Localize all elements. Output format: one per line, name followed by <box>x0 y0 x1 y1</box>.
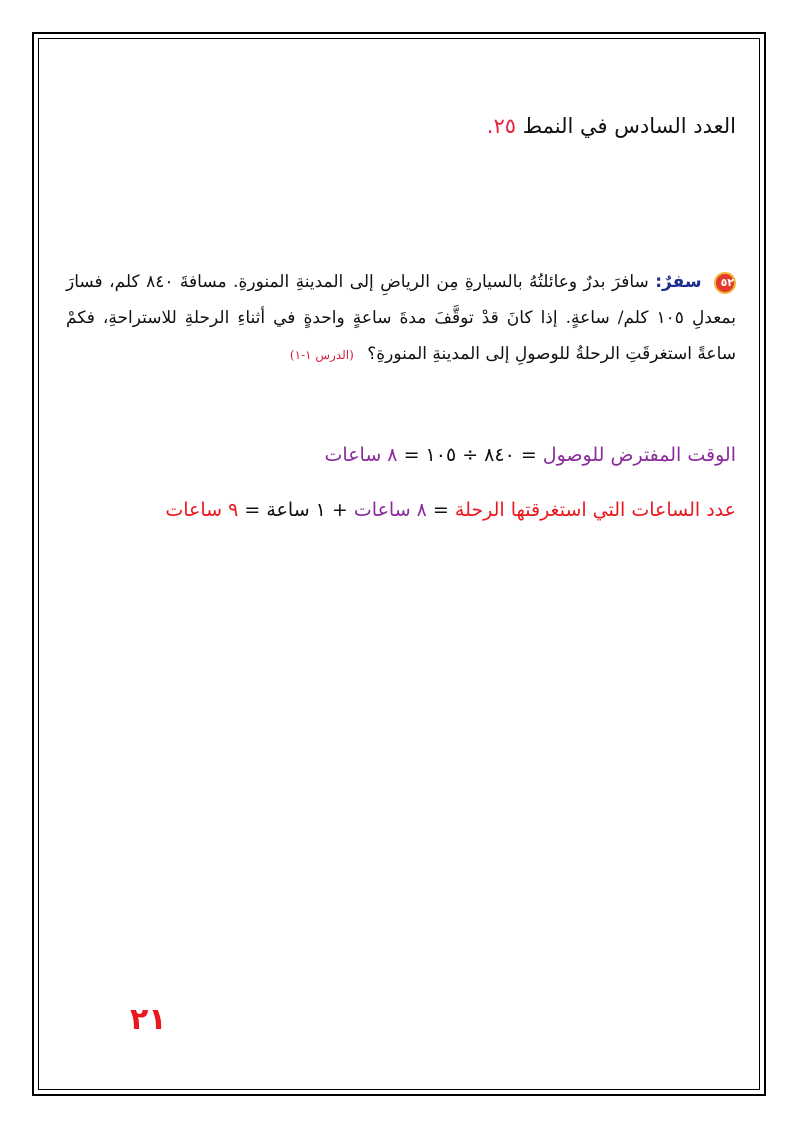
problem-keyword: سفرٌ: <box>655 272 702 292</box>
line2-result: ٩ ساعات <box>165 499 239 521</box>
problem-number-badge: ٥٢ <box>714 272 736 294</box>
lesson-reference: (الدرس ١-١) <box>289 348 354 362</box>
line2-part1: ٨ ساعات <box>353 499 427 521</box>
line1-equals-2: = <box>403 444 420 466</box>
line1-equals: = <box>520 444 537 466</box>
line1-result: ٨ ساعات <box>324 444 398 466</box>
problem-statement <box>66 264 736 373</box>
page-border-inner <box>38 38 760 1090</box>
line2-equals-2: = <box>244 499 261 521</box>
line2-equals: = <box>432 499 449 521</box>
line2-part2: ١ ساعة <box>266 499 326 521</box>
line2-label: عدد الساعات التي استغرقتها الرحلة <box>454 499 736 521</box>
line1-expression: ٨٤٠ ÷ ١٠٥ <box>425 444 515 466</box>
page-number: ٢١ <box>130 1002 167 1037</box>
line1-label: الوقت المفترض للوصول <box>542 444 736 466</box>
solution-line-2 <box>165 499 736 521</box>
pattern-heading <box>487 114 736 138</box>
line2-plus: + <box>331 499 348 521</box>
heading-text: العدد السادس في النمط <box>522 114 736 138</box>
solution-line-1 <box>325 444 736 466</box>
heading-number: ٢٥. <box>486 114 516 138</box>
problem-body: سافرَ بدرٌ وعائلتُهُ بالسيارةِ مِن الرياضِ إلى المدينةِ المنورةِ. مسافةَ ٨٤٠ كلم، فسارَ بمعدلِ ١٠٥ كلم/ ساعةٍ. إذا كانَ قدْ توقَّفَ مدةَ ساعةٍ واحدةٍ في أثناءِ الرحلةِ للاستراحةِ، فكمْ ساعةً استغرقَتِ الرحلةُ للوصولِ إلى المدينةِ المنورةِ؟ <box>66 272 736 364</box>
